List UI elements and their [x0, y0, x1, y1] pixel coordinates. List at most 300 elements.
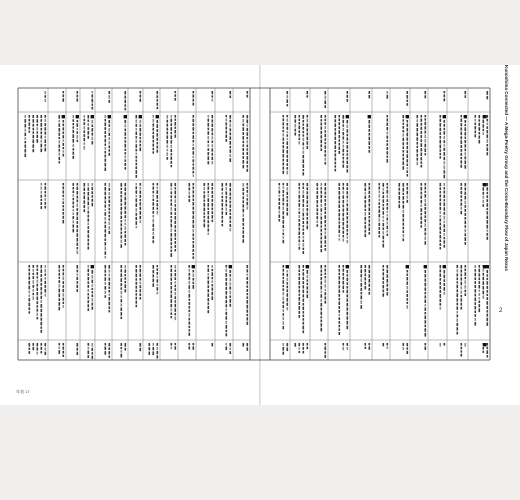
- text-stroke: [121, 244, 123, 247]
- text-stroke: [465, 280, 467, 283]
- text-stroke: [189, 199, 191, 202]
- text-stroke: [444, 157, 446, 160]
- text-stroke: [369, 265, 371, 269]
- text-stroke: [77, 200, 79, 203]
- text-stroke: [347, 120, 349, 123]
- text-stroke: [457, 281, 459, 283]
- text-stroke: [77, 343, 79, 347]
- text-stroke: [303, 213, 305, 217]
- text-stroke: [283, 142, 285, 144]
- text-stroke: [153, 240, 155, 243]
- text-stroke: [321, 303, 323, 307]
- text-stroke: [287, 307, 289, 310]
- text-stroke: [444, 207, 446, 210]
- text-stroke: [125, 108, 127, 111]
- text-stroke: [247, 152, 249, 155]
- text-stroke: [73, 205, 75, 207]
- text-stroke: [29, 294, 31, 297]
- text-stroke: [175, 195, 177, 198]
- text-stroke: [230, 213, 232, 215]
- text-stroke: [29, 115, 31, 118]
- text-stroke: [307, 283, 309, 285]
- text-stroke: [243, 230, 245, 233]
- text-stroke: [321, 237, 323, 240]
- text-stroke: [417, 149, 419, 152]
- text-stroke: [283, 352, 285, 355]
- text-stroke: [121, 287, 123, 289]
- text-stroke: [379, 219, 381, 222]
- text-stroke: [59, 153, 61, 156]
- text-stroke: [171, 282, 173, 285]
- text-stroke: [440, 149, 442, 151]
- text-stroke: [157, 129, 159, 132]
- text-stroke: [343, 213, 345, 217]
- text-stroke: [175, 273, 177, 276]
- text-stroke: [33, 343, 35, 346]
- text-stroke: [88, 304, 90, 307]
- text-stroke: [88, 223, 90, 225]
- text-stroke: [444, 245, 446, 248]
- text-stroke: [41, 148, 43, 152]
- text-stroke: [343, 183, 345, 186]
- text-stroke: [343, 265, 345, 267]
- text-stroke: [387, 159, 389, 163]
- text-stroke: [369, 137, 371, 141]
- marker-square: [124, 115, 127, 118]
- text-stroke: [175, 296, 177, 299]
- text-stroke: [465, 144, 467, 147]
- text-stroke: [287, 298, 289, 302]
- text-stroke: [140, 220, 142, 223]
- text-stroke: [63, 131, 65, 134]
- text-stroke: [226, 187, 228, 191]
- text-stroke: [335, 150, 337, 152]
- text-stroke: [140, 265, 142, 268]
- text-stroke: [37, 124, 39, 126]
- text-stroke: [387, 118, 389, 121]
- text-stroke: [125, 167, 127, 170]
- text-stroke: [440, 299, 442, 302]
- text-stroke: [105, 229, 107, 232]
- section-marker-square: [483, 183, 486, 186]
- text-stroke: [243, 239, 245, 243]
- text-stroke: [475, 277, 477, 280]
- text-stroke: [383, 216, 385, 219]
- text-stroke: [77, 140, 79, 142]
- text-stroke: [175, 281, 177, 283]
- text-stroke: [299, 190, 301, 193]
- text-stroke: [465, 285, 467, 289]
- text-stroke: [283, 343, 285, 346]
- text-stroke: [283, 162, 285, 165]
- text-stroke: [92, 183, 94, 186]
- text-stroke: [171, 188, 173, 191]
- text-stroke: [105, 217, 107, 220]
- text-stroke: [287, 141, 289, 145]
- text-stroke: [425, 274, 427, 277]
- text-stroke: [487, 148, 489, 152]
- text-stroke: [457, 311, 459, 313]
- text-stroke: [303, 151, 305, 154]
- text-stroke: [109, 120, 111, 123]
- text-stroke: [487, 310, 489, 312]
- text-stroke: [421, 216, 423, 219]
- text-stroke: [369, 91, 371, 94]
- text-stroke: [109, 218, 111, 220]
- text-stroke: [109, 231, 111, 234]
- text-stroke: [421, 213, 423, 215]
- text-stroke: [212, 115, 214, 118]
- text-stroke: [63, 265, 65, 268]
- text-stroke: [487, 144, 489, 146]
- text-stroke: [140, 289, 142, 292]
- text-stroke: [73, 134, 75, 138]
- text-stroke: [208, 216, 210, 220]
- text-stroke: [403, 193, 405, 195]
- text-stroke: [212, 211, 214, 214]
- text-stroke: [121, 299, 123, 302]
- text-stroke: [343, 187, 345, 190]
- text-stroke: [175, 204, 177, 207]
- text-stroke: [283, 149, 285, 153]
- text-stroke: [175, 212, 177, 215]
- text-stroke: [457, 278, 459, 281]
- text-stroke: [212, 183, 214, 186]
- text-stroke: [226, 296, 228, 299]
- text-stroke: [465, 201, 467, 204]
- text-stroke: [303, 318, 305, 321]
- text-stroke: [109, 287, 111, 289]
- text-stroke: [425, 347, 427, 350]
- text-stroke: [193, 115, 195, 118]
- text-stroke: [136, 166, 138, 169]
- text-stroke: [325, 203, 327, 206]
- text-stroke: [208, 265, 210, 267]
- text-stroke: [440, 119, 442, 122]
- text-stroke: [343, 218, 345, 221]
- text-stroke: [92, 125, 94, 127]
- text-stroke: [226, 312, 228, 315]
- text-stroke: [369, 224, 371, 227]
- text-stroke: [171, 273, 173, 276]
- text-stroke: [303, 248, 305, 250]
- text-stroke: [140, 216, 142, 219]
- text-stroke: [73, 198, 75, 200]
- text-stroke: [63, 355, 65, 357]
- text-stroke: [109, 188, 111, 191]
- text-stroke: [347, 129, 349, 133]
- text-stroke: [140, 91, 142, 94]
- text-stroke: [465, 196, 467, 200]
- text-stroke: [369, 216, 371, 218]
- text-stroke: [295, 132, 297, 135]
- text-stroke: [41, 269, 43, 273]
- text-stroke: [77, 281, 79, 284]
- text-stroke: [487, 126, 489, 129]
- text-stroke: [208, 211, 210, 214]
- text-stroke: [440, 235, 442, 239]
- text-stroke: [230, 154, 232, 157]
- text-stroke: [153, 351, 155, 355]
- text-stroke: [247, 132, 249, 135]
- text-stroke: [136, 183, 138, 185]
- text-stroke: [475, 318, 477, 321]
- text-stroke: [299, 315, 301, 318]
- text-stroke: [421, 204, 423, 207]
- text-stroke: [92, 343, 94, 347]
- text-stroke: [343, 120, 345, 123]
- text-stroke: [109, 183, 111, 187]
- text-stroke: [247, 289, 249, 292]
- text-stroke: [193, 234, 195, 237]
- text-stroke: [230, 209, 232, 212]
- text-stroke: [37, 343, 39, 346]
- text-stroke: [212, 203, 214, 207]
- text-stroke: [417, 133, 419, 137]
- text-stroke: [299, 347, 301, 349]
- text-stroke: [487, 216, 489, 219]
- text-stroke: [63, 154, 65, 157]
- section-marker-square: [483, 115, 486, 118]
- text-stroke: [440, 191, 442, 193]
- text-stroke: [92, 356, 94, 359]
- marker-square: [286, 265, 289, 268]
- text-stroke: [88, 289, 90, 292]
- text-stroke: [303, 343, 305, 346]
- text-stroke: [425, 279, 427, 282]
- text-stroke: [230, 141, 232, 145]
- text-stroke: [307, 146, 309, 149]
- text-stroke: [461, 277, 463, 280]
- text-stroke: [387, 347, 389, 349]
- text-stroke: [407, 150, 409, 153]
- text-stroke: [279, 190, 281, 193]
- text-stroke: [157, 120, 159, 123]
- text-stroke: [403, 150, 405, 152]
- text-stroke: [204, 195, 206, 199]
- text-stroke: [444, 195, 446, 198]
- text-stroke: [325, 207, 327, 210]
- text-stroke: [369, 203, 371, 206]
- text-stroke: [109, 278, 111, 281]
- text-stroke: [479, 285, 481, 288]
- text-stroke: [303, 127, 305, 130]
- text-stroke: [440, 223, 442, 226]
- text-stroke: [212, 99, 214, 102]
- text-stroke: [487, 237, 489, 240]
- text-stroke: [483, 286, 485, 289]
- text-stroke: [208, 268, 210, 271]
- text-stroke: [347, 240, 349, 243]
- text-stroke: [461, 347, 463, 350]
- text-stroke: [361, 292, 363, 294]
- text-stroke: [303, 134, 305, 136]
- marker-square: [464, 115, 467, 118]
- text-stroke: [303, 164, 305, 168]
- text-stroke: [243, 156, 245, 159]
- text-stroke: [457, 298, 459, 301]
- text-stroke: [425, 232, 427, 235]
- text-stroke: [109, 137, 111, 140]
- text-stroke: [247, 198, 249, 200]
- text-stroke: [175, 343, 177, 345]
- text-stroke: [287, 278, 289, 281]
- text-stroke: [369, 187, 371, 190]
- text-stroke: [425, 292, 427, 294]
- text-stroke: [321, 135, 323, 138]
- text-stroke: [29, 269, 31, 272]
- text-stroke: [303, 311, 305, 313]
- text-stroke: [157, 287, 159, 290]
- text-stroke: [171, 145, 173, 148]
- text-stroke: [189, 299, 191, 301]
- text-stroke: [325, 142, 327, 144]
- text-stroke: [63, 209, 65, 211]
- text-stroke: [140, 207, 142, 210]
- text-stroke: [283, 301, 285, 303]
- text-stroke: [483, 120, 485, 124]
- text-stroke: [287, 196, 289, 198]
- text-stroke: [208, 156, 210, 160]
- text-stroke: [417, 128, 419, 132]
- text-stroke: [440, 140, 442, 144]
- text-stroke: [84, 200, 86, 204]
- text-stroke: [487, 187, 489, 190]
- text-stroke: [171, 153, 173, 155]
- text-stroke: [105, 242, 107, 245]
- text-stroke: [487, 130, 489, 133]
- text-stroke: [88, 269, 90, 272]
- text-stroke: [444, 237, 446, 239]
- text-stroke: [417, 146, 419, 148]
- text-stroke: [226, 212, 228, 215]
- text-stroke: [167, 124, 169, 127]
- text-stroke: [299, 130, 301, 133]
- text-stroke: [140, 133, 142, 136]
- text-stroke: [247, 137, 249, 139]
- text-stroke: [208, 285, 210, 288]
- text-stroke: [295, 115, 297, 118]
- text-stroke: [321, 270, 323, 273]
- text-stroke: [153, 283, 155, 287]
- text-stroke: [29, 290, 31, 293]
- text-stroke: [29, 298, 31, 301]
- text-stroke: [403, 126, 405, 129]
- text-stroke: [343, 200, 345, 203]
- text-stroke: [121, 220, 123, 222]
- text-stroke: [92, 348, 94, 351]
- text-stroke: [403, 218, 405, 221]
- text-stroke: [45, 277, 47, 280]
- text-stroke: [121, 211, 123, 214]
- text-stroke: [444, 212, 446, 215]
- text-stroke: [109, 226, 111, 230]
- text-stroke: [347, 343, 349, 346]
- text-stroke: [287, 115, 289, 117]
- text-stroke: [84, 188, 86, 191]
- text-stroke: [136, 144, 138, 148]
- text-stroke: [105, 295, 107, 298]
- text-stroke: [379, 187, 381, 190]
- text-stroke: [230, 136, 232, 139]
- text-stroke: [403, 161, 405, 165]
- text-stroke: [383, 343, 385, 346]
- text-stroke: [175, 122, 177, 126]
- text-stroke: [339, 126, 341, 129]
- text-stroke: [59, 157, 61, 160]
- text-stroke: [29, 122, 31, 125]
- text-stroke: [33, 119, 35, 123]
- text-stroke: [283, 297, 285, 301]
- text-stroke: [105, 115, 107, 118]
- text-stroke: [140, 297, 142, 299]
- text-stroke: [407, 187, 409, 190]
- text-stroke: [303, 221, 305, 224]
- text-stroke: [121, 343, 123, 346]
- text-stroke: [347, 274, 349, 276]
- text-stroke: [339, 201, 341, 204]
- text-stroke: [307, 95, 309, 97]
- text-stroke: [189, 273, 191, 276]
- text-stroke: [417, 123, 419, 127]
- text-stroke: [88, 355, 90, 358]
- text-stroke: [73, 139, 75, 143]
- text-stroke: [92, 187, 94, 190]
- text-stroke: [125, 211, 127, 214]
- text-stroke: [307, 217, 309, 220]
- text-stroke: [317, 187, 319, 190]
- text-stroke: [157, 200, 159, 202]
- text-stroke: [283, 313, 285, 316]
- text-stroke: [77, 250, 79, 254]
- text-stroke: [343, 269, 345, 272]
- text-stroke: [136, 149, 138, 151]
- text-stroke: [425, 219, 427, 222]
- text-stroke: [403, 142, 405, 145]
- text-stroke: [343, 286, 345, 290]
- text-stroke: [33, 293, 35, 295]
- text-stroke: [153, 211, 155, 214]
- text-stroke: [157, 95, 159, 98]
- text-stroke: [365, 225, 367, 228]
- text-stroke: [121, 199, 123, 203]
- text-stroke: [88, 127, 90, 130]
- marker-square: [443, 115, 446, 118]
- text-stroke: [140, 187, 142, 190]
- text-stroke: [105, 212, 107, 216]
- text-stroke: [457, 265, 459, 268]
- text-stroke: [157, 195, 159, 199]
- text-stroke: [140, 95, 142, 98]
- text-stroke: [465, 237, 467, 241]
- text-stroke: [465, 124, 467, 126]
- text-stroke: [171, 347, 173, 350]
- text-stroke: [347, 321, 349, 325]
- text-stroke: [303, 299, 305, 302]
- text-stroke: [487, 350, 489, 354]
- text-stroke: [279, 195, 281, 197]
- marker-square: [346, 115, 349, 118]
- text-stroke: [461, 282, 463, 286]
- text-stroke: [33, 269, 35, 272]
- text-stroke: [41, 202, 43, 205]
- text-stroke: [175, 292, 177, 295]
- text-stroke: [347, 91, 349, 94]
- text-stroke: [299, 236, 301, 238]
- text-stroke: [283, 154, 285, 157]
- text-stroke: [440, 247, 442, 249]
- text-stroke: [171, 119, 173, 122]
